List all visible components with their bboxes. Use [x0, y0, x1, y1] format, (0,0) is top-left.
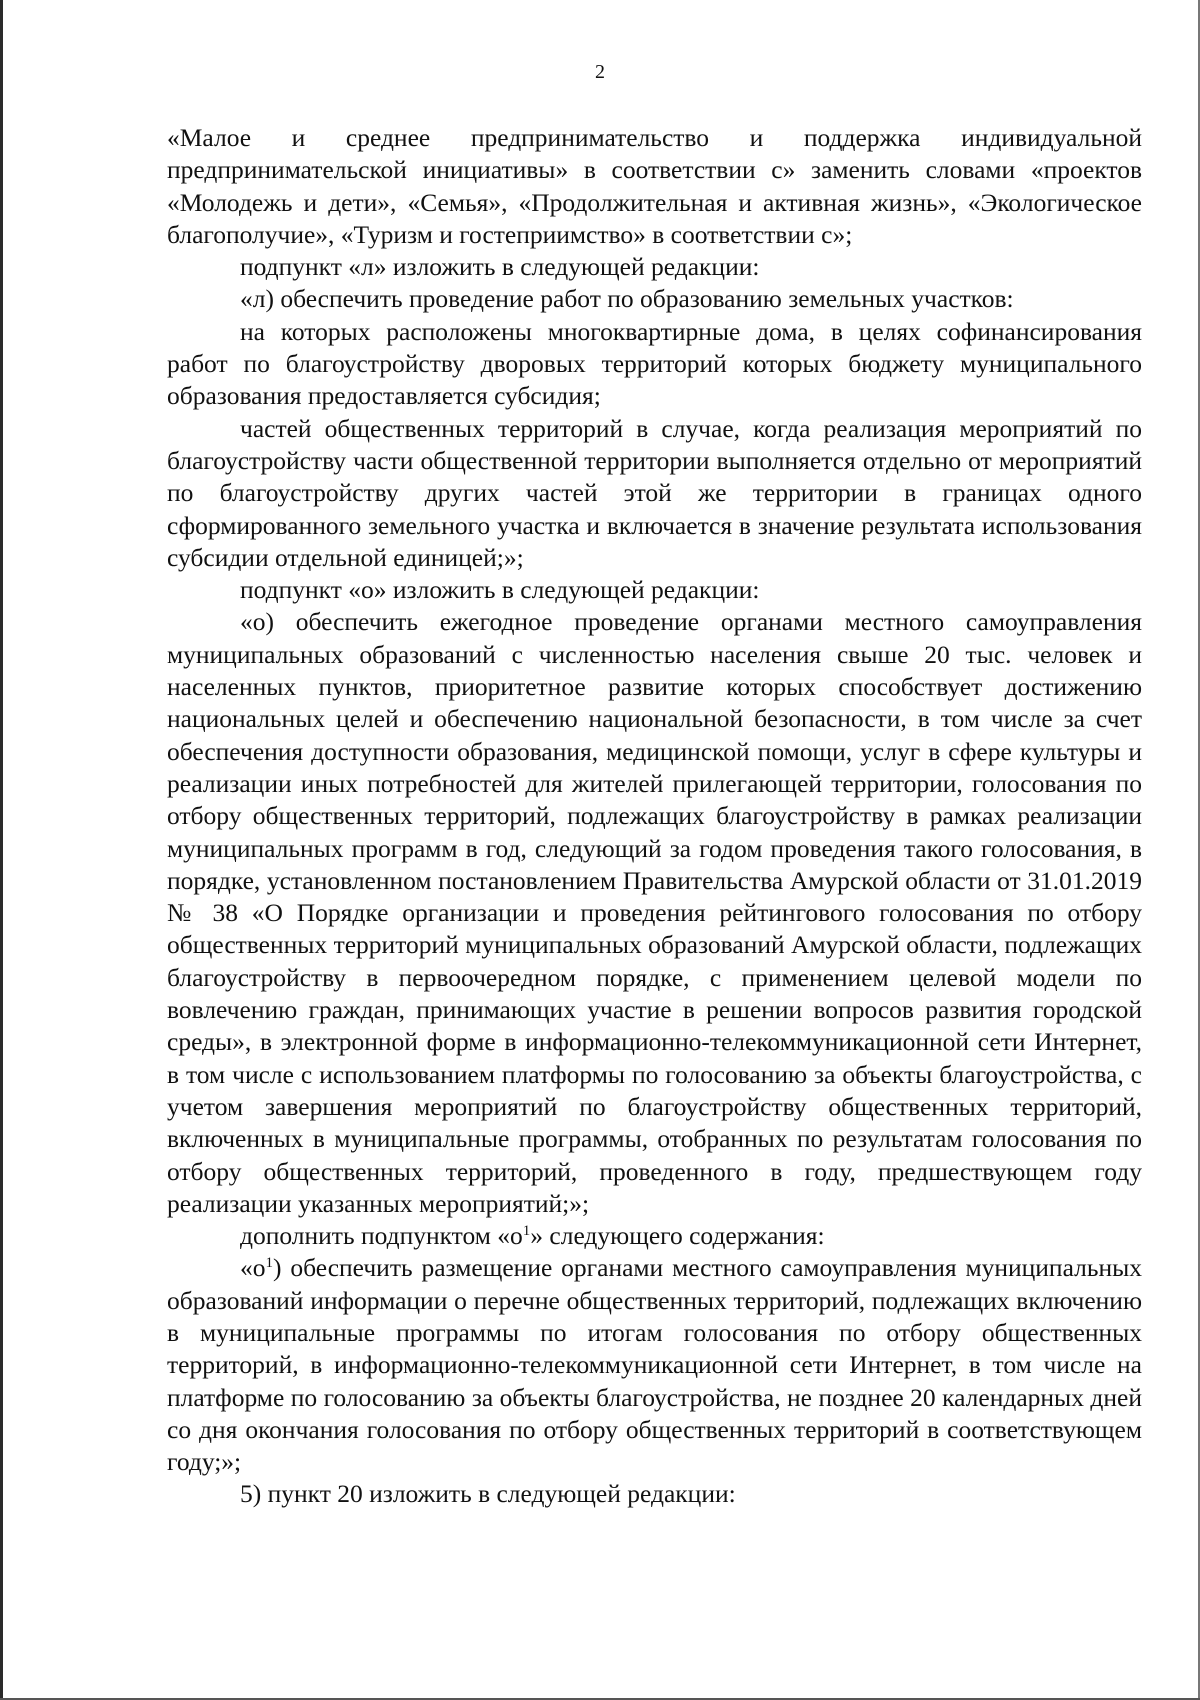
- superscript-1: 1: [265, 1255, 273, 1272]
- subitem-o1-text-after: ) обеспечить размещение органами местного самоуправления муниципальных образований информации о перечне общественных территорий, подлежащих включению в муниципальные программы по итогам голосования по отбору общественных территорий, в информационно-телекоммуникационной сети Интернет, в том числе на платформе по голосованию за объекты благоустройства, не позднее 20 календарных дней со дня окончания голосования по отбору общественных территорий в соответствующем году;»;: [167, 1253, 1142, 1477]
- add-subitem-text-after: » следующего содержания:: [530, 1221, 825, 1251]
- paragraph-apartment-buildings: на которых расположены многоквартирные дома, в целях софинансирования работ по благоустройству дворовых территорий которых бюджету муниципального образования предоставляется субсидия;: [167, 316, 1142, 411]
- paragraph-projects-replacement: «Малое и среднее предпринимательство и поддержка индивидуальной предпринимательской инициативы» в соответствии с» заменить словами «проектов «Молодежь и дети», «Семья», «Продолжительная и активная жизнь», «Экологическое благополучие», «Туризм и гостеприимство» в соответствии с»;: [167, 123, 1142, 249]
- paragraph-subitem-l: «л) обеспечить проведение работ по образованию земельных участков:: [240, 284, 1014, 314]
- paragraph-subitem-o-intro: подпункт «о» изложить в следующей редакции:: [240, 575, 760, 605]
- paragraph-add-subitem-o1: [167, 1220, 1142, 1252]
- page-number: 2: [595, 61, 605, 83]
- scan-border-left: [0, 0, 3, 1700]
- add-subitem-text-before: дополнить подпунктом «о: [240, 1221, 523, 1251]
- superscript-1: 1: [522, 1223, 531, 1240]
- paragraph-public-territories-parts: частей общественных территорий в случае, когда реализация мероприятий по благоустройству части общественной территории выполняется отдельно от мероприятий по благоустройству других частей этой же территории в границах одного сформированного земельного участка и включается в значение результата использования субсидии отдельной единицей;»;: [167, 413, 1142, 572]
- paragraph-item-20: 5) пункт 20 изложить в следующей редакции:: [240, 1479, 736, 1509]
- subitem-o1-text-before: «о: [240, 1253, 266, 1283]
- paragraph-subitem-l-intro: подпункт «л» изложить в следующей редакции:: [240, 252, 760, 282]
- document-body: [167, 122, 1142, 1511]
- paragraph-subitem-o: «о) обеспечить ежегодное проведение органами местного самоуправления муниципальных образований с численностью населения свыше 20 тыс. человек и населенных пунктов, приоритетное развитие которых способствует достижению национальных целей и обеспечению национальной безопасности, в том числе за счет обеспечения доступности образования, медицинской помощи, услуг в сфере культуры и реализации иных потребностей для жителей прилегающей территории, голосования по отбору общественных территорий, подлежащих благоустройству в рамках реализации муниципальных программ в год, следующий за годом проведения такого голосования, в порядке, установленном постановлением Правительства Амурской области от 31.01.2019 № 38 «О Порядке организации и проведения рейтингового голосования по отбору общественных территорий муниципальных образований Амурской области, подлежащих благоустройству в первоочередном порядке, с применением целевой модели по вовлечению граждан, принимающих участие в решении вопросов развития городской среды», в электронной форме в информационно-телекоммуникационной сети Интернет, в том числе с использованием платформы по голосованию за объекты благоустройства, с учетом завершения мероприятий по благоустройству общественных территорий, включенных в муниципальные программы, отобранных по результатам голосования по отбору общественных территорий, проведенного в году, предшествующем году реализации указанных мероприятий;»;: [167, 607, 1142, 1218]
- paragraph-subitem-o1: [167, 1252, 1142, 1478]
